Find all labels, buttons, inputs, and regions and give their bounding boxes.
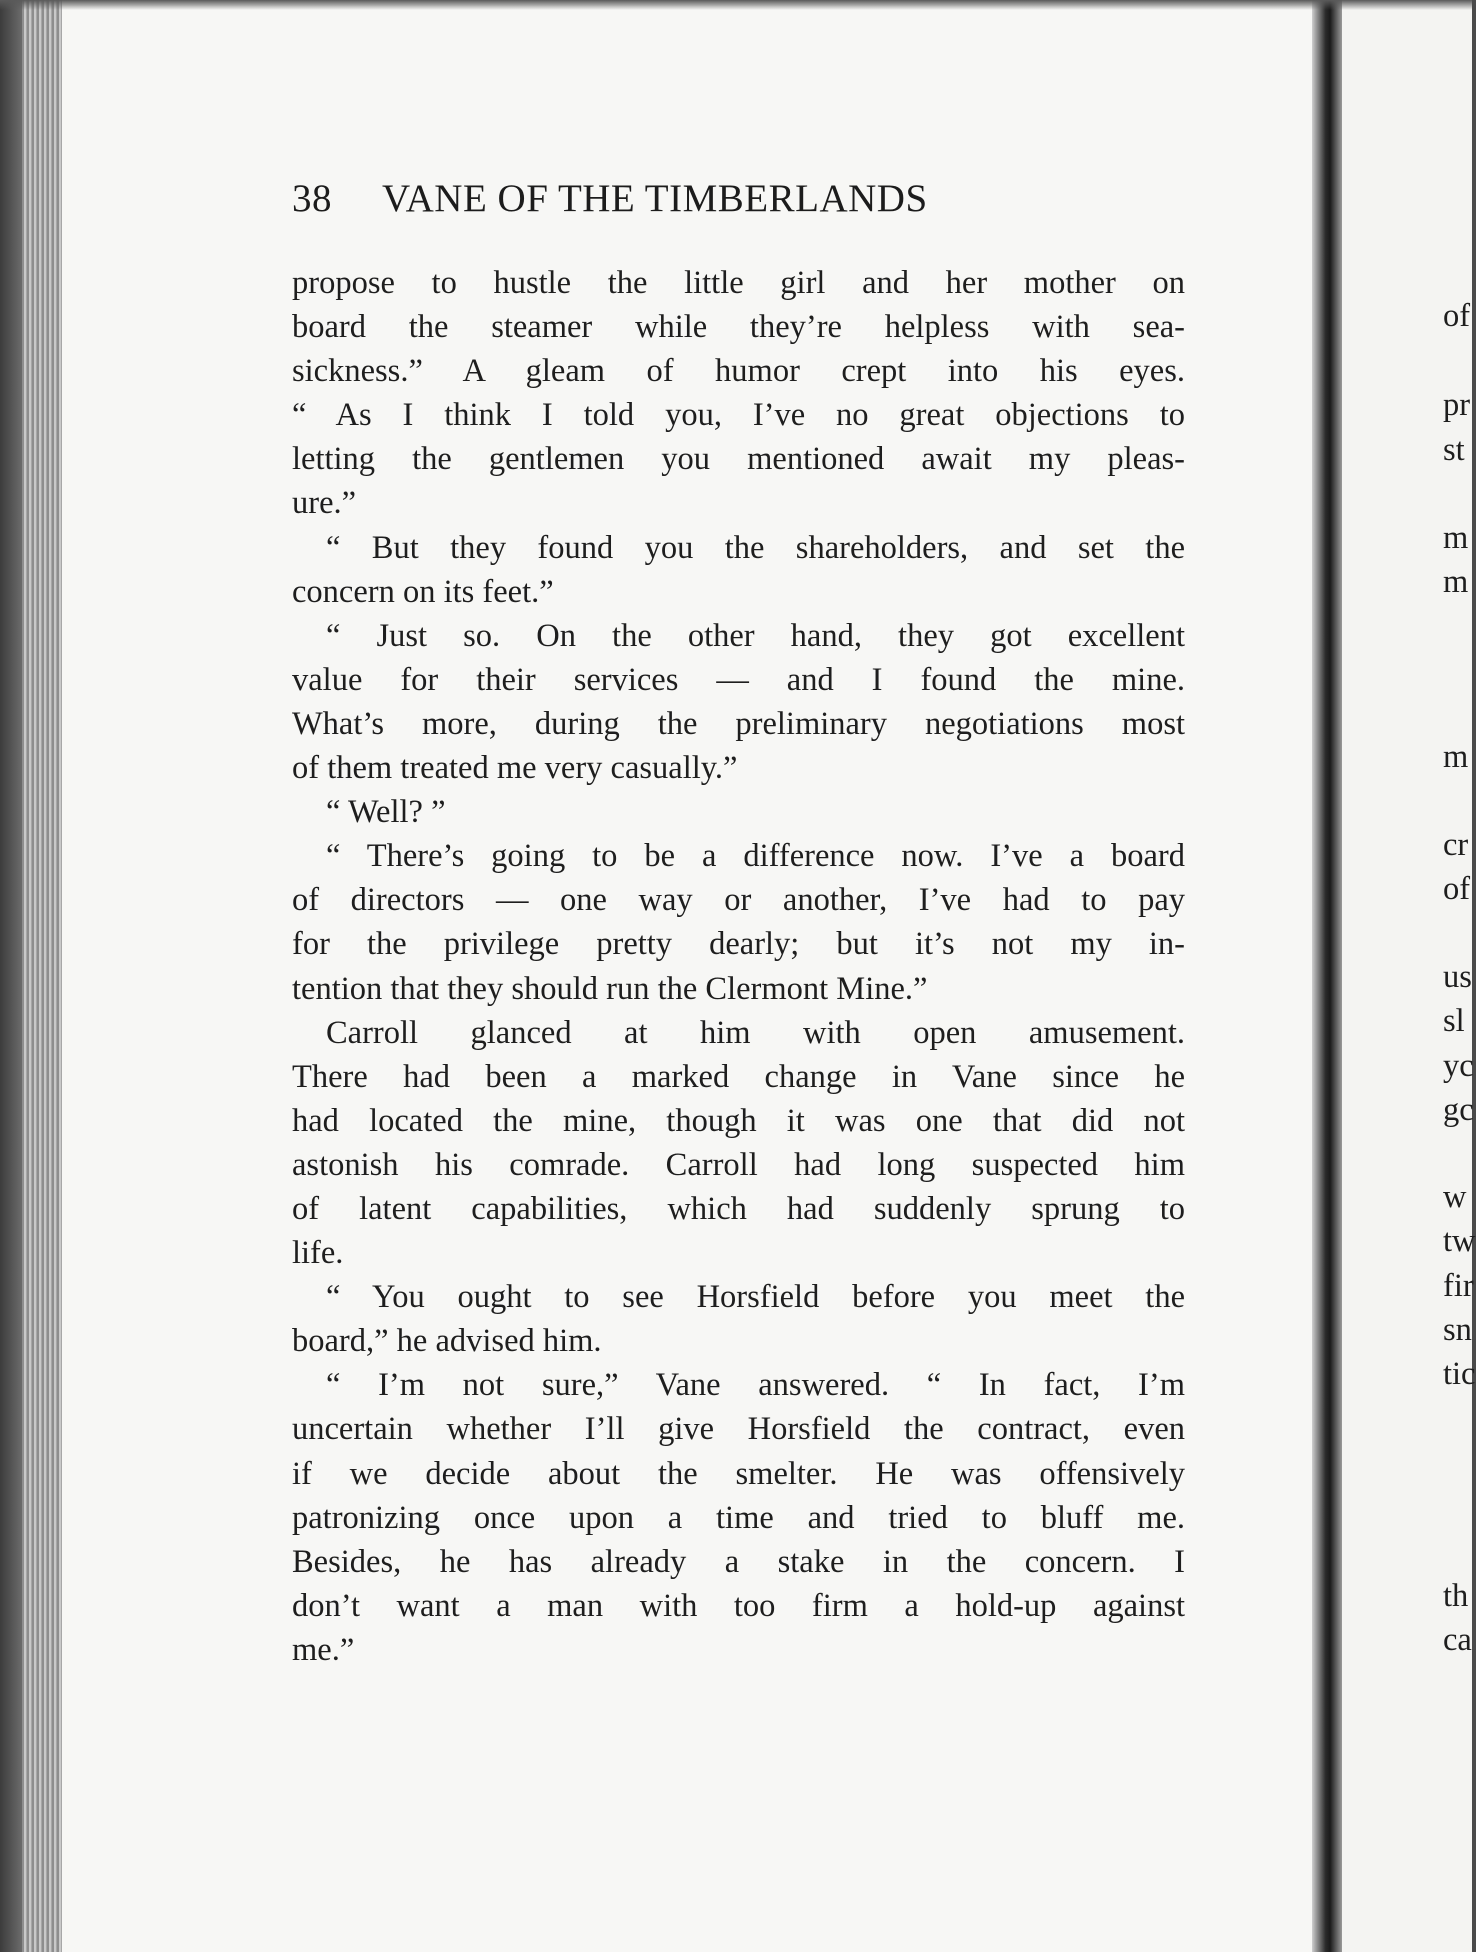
page-stack-edge <box>22 0 62 1952</box>
text-line: “ But they found you the shareholders, and set the <box>326 529 1185 566</box>
text-line: Carroll glanced at him with open amusement. <box>326 1014 1185 1051</box>
text-line: What’s more, during the preliminary negotiations most <box>292 705 1185 742</box>
book-edge <box>0 0 22 1952</box>
facing-page-fragment: m <box>1443 564 1469 600</box>
facing-page-fragment: ca <box>1443 1622 1472 1658</box>
text-line: astonish his comrade. Carroll had long suspected him <box>292 1146 1185 1183</box>
facing-page-fragment: pr <box>1443 387 1471 423</box>
text-line: of directors — one way or another, I’ve had to pay <box>292 882 1185 919</box>
text-line: “ There’s going to be a difference now. I’ve a board <box>326 838 1185 875</box>
facing-page-fragment: us <box>1443 959 1472 995</box>
text-line: propose to hustle the little girl and her mother on <box>292 265 1185 301</box>
facing-page-fragment: w <box>1443 1179 1467 1215</box>
text-line: tention that they should run the Clermont Mine.” <box>292 970 928 1007</box>
text-line: patronizing once upon a time and tried to bluff me. <box>292 1499 1185 1536</box>
facing-page-fragment: st <box>1443 432 1465 468</box>
facing-page-fragment: fir <box>1443 1268 1474 1304</box>
text-line: board the steamer while they’re helpless with sea- <box>292 309 1185 346</box>
text-line: don’t want a man with too firm a hold-up against <box>292 1587 1185 1624</box>
text-line: value for their services — and I found the mine. <box>292 661 1185 698</box>
facing-page-fragment: m <box>1443 739 1469 775</box>
facing-page-fragment: gc <box>1443 1092 1474 1128</box>
facing-page-fragment: th <box>1443 1578 1469 1614</box>
text-line: “ Just so. On the other hand, they got excellent <box>326 617 1185 654</box>
page-number: 38 <box>292 177 332 220</box>
text-line: me.” <box>292 1631 355 1668</box>
text-line: uncertain whether I’ll give Horsfield the contract, even <box>292 1411 1185 1448</box>
text-line: letting the gentlemen you mentioned await my pleas- <box>292 441 1185 478</box>
top-shadow <box>0 0 1472 10</box>
facing-page-fragment: tic <box>1443 1356 1476 1392</box>
facing-page-fragment: yc <box>1443 1048 1474 1084</box>
text-line: of them treated me very casually.” <box>292 750 738 787</box>
facing-page-fragment: of <box>1443 871 1471 907</box>
facing-page-fragment: cr <box>1443 827 1469 863</box>
book-gutter <box>1312 0 1342 1952</box>
text-line: Besides, he has already a stake in the concern. I <box>292 1543 1185 1580</box>
text-line: life. <box>292 1235 344 1272</box>
text-line: “ Well? ” <box>326 794 446 831</box>
facing-page-fragment: m <box>1443 520 1469 556</box>
text-line: sickness.” A gleam of humor crept into his eyes. <box>292 353 1185 390</box>
text-line: There had been a marked change in Vane since he <box>292 1058 1185 1095</box>
text-line: board,” he advised him. <box>292 1323 602 1360</box>
facing-page-fragment: tw <box>1443 1223 1476 1259</box>
text-line: “ As I think I told you, I’ve no great objections to <box>292 397 1185 434</box>
page-body-text <box>292 261 1185 1672</box>
text-line: “ I’m not sure,” Vane answered. “ In fact, I’m <box>326 1367 1185 1404</box>
text-line: of latent capabilities, which had suddenly sprung to <box>292 1190 1185 1227</box>
text-line: for the privilege pretty dearly; but it’s not my in- <box>292 926 1185 963</box>
facing-page-fragment: sn <box>1443 1312 1472 1348</box>
text-line: had located the mine, though it was one that did not <box>292 1102 1185 1139</box>
text-line: concern on its feet.” <box>292 573 554 610</box>
facing-page-fragment: of <box>1443 298 1471 334</box>
text-line: “ You ought to see Horsfield before you meet the <box>326 1279 1185 1316</box>
running-head <box>292 176 1092 226</box>
text-line: if we decide about the smelter. He was offensively <box>292 1455 1185 1492</box>
book-title: VANE OF THE TIMBERLANDS <box>382 177 928 220</box>
facing-page-fragment: sl <box>1443 1003 1465 1039</box>
text-line: ure.” <box>292 485 357 522</box>
